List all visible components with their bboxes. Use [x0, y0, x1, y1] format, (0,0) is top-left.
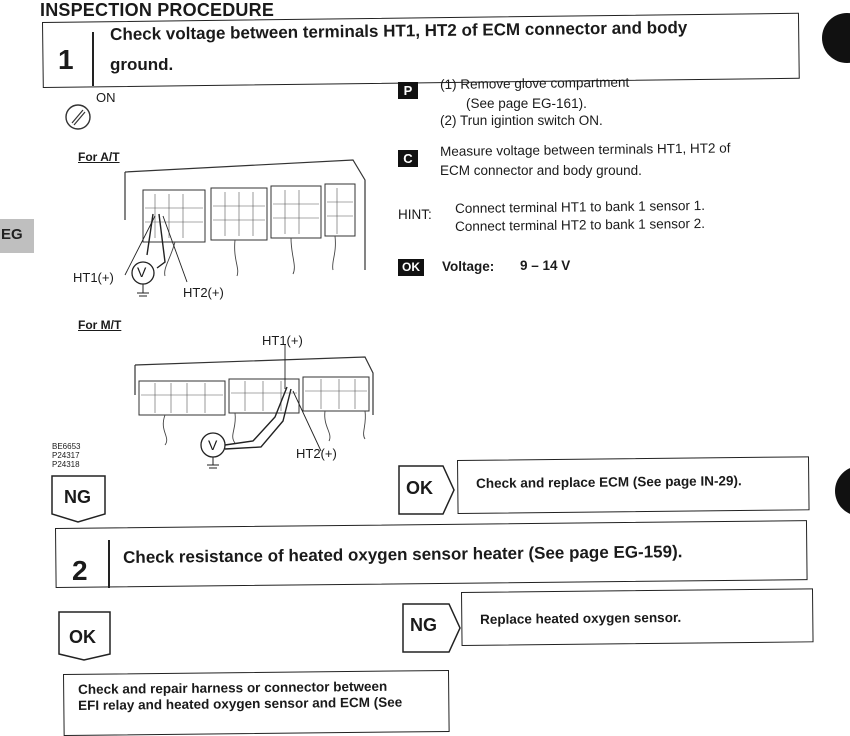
step1-divider: [92, 32, 94, 86]
figure-code-1: BE6653: [52, 442, 81, 451]
check-tag: C: [398, 150, 418, 167]
binder-hole-bottom: [835, 466, 850, 516]
figure-code-3: P24318: [52, 460, 80, 469]
step2-number: 2: [72, 555, 88, 586]
step2-ng-result: Replace heated oxygen sensor.: [480, 609, 682, 627]
step1-ok-result: Check and replace ECM (See page IN-29).: [476, 473, 742, 491]
step1-ng-label: NG: [64, 487, 91, 507]
step1-title-line2: ground.: [110, 55, 174, 74]
diagram-at-ht2-label: HT2(+): [183, 285, 224, 300]
diagram-at-meter-symbol: V: [137, 264, 147, 280]
diagram-at-caption: For A/T: [78, 150, 120, 164]
step1-ok-label: OK: [406, 478, 433, 498]
diagram-mt-ht1-label: HT1(+): [262, 333, 303, 348]
ok-spec-tag: OK: [398, 259, 424, 276]
check-line2: ECM connector and body ground.: [440, 163, 642, 178]
ok-spec-label: Voltage:: [442, 259, 495, 274]
step2-ng-label: NG: [410, 615, 437, 635]
prep-tag: P: [398, 82, 418, 99]
ignition-key-icon: [62, 102, 96, 132]
diagram-at-ht1-label: HT1(+): [73, 270, 114, 285]
prep-line2: (See page EG-161).: [466, 96, 587, 111]
binder-hole-top: [822, 13, 850, 63]
page-heading: INSPECTION PROCEDURE: [40, 0, 275, 20]
step2-title: Check resistance of heated oxygen sensor heater (See page EG-159).: [123, 542, 683, 567]
diagram-mt-meter-symbol: V: [208, 437, 218, 453]
prep-line3: (2) Trun igintion switch ON.: [440, 113, 603, 128]
prep-line1: (1) Remove glove compartment: [440, 74, 630, 92]
step2-divider: [108, 540, 110, 588]
step1-title-line1: Check voltage between terminals HT1, HT2 of ECM connector and body: [110, 17, 688, 44]
check-line1: Measure voltage between terminals HT1, HT2 of: [440, 140, 731, 159]
step1-number: 1: [58, 44, 74, 75]
ignition-label: ON: [96, 90, 116, 105]
hint-line2: Connect terminal HT2 to bank 1 sensor 2.: [455, 215, 706, 234]
repair-line1: Check and repair harness or connector between: [78, 678, 388, 697]
diagram-at: [65, 150, 385, 310]
ok-spec-value: 9 – 14 V: [520, 258, 571, 273]
step2-ok-label: OK: [69, 627, 96, 647]
diagram-mt-ht2-label: HT2(+): [296, 446, 337, 461]
hint-label: HINT:: [398, 207, 432, 222]
figure-code-2: P24317: [52, 451, 80, 460]
section-tab-label: EG: [1, 226, 23, 243]
hint-line1: Connect terminal HT1 to bank 1 sensor 1.: [455, 197, 706, 216]
repair-line2: EFI relay and heated oxygen sensor and ECM (See: [78, 694, 403, 713]
diagram-mt-caption: For M/T: [78, 318, 122, 332]
diagram-mt: [125, 345, 385, 475]
